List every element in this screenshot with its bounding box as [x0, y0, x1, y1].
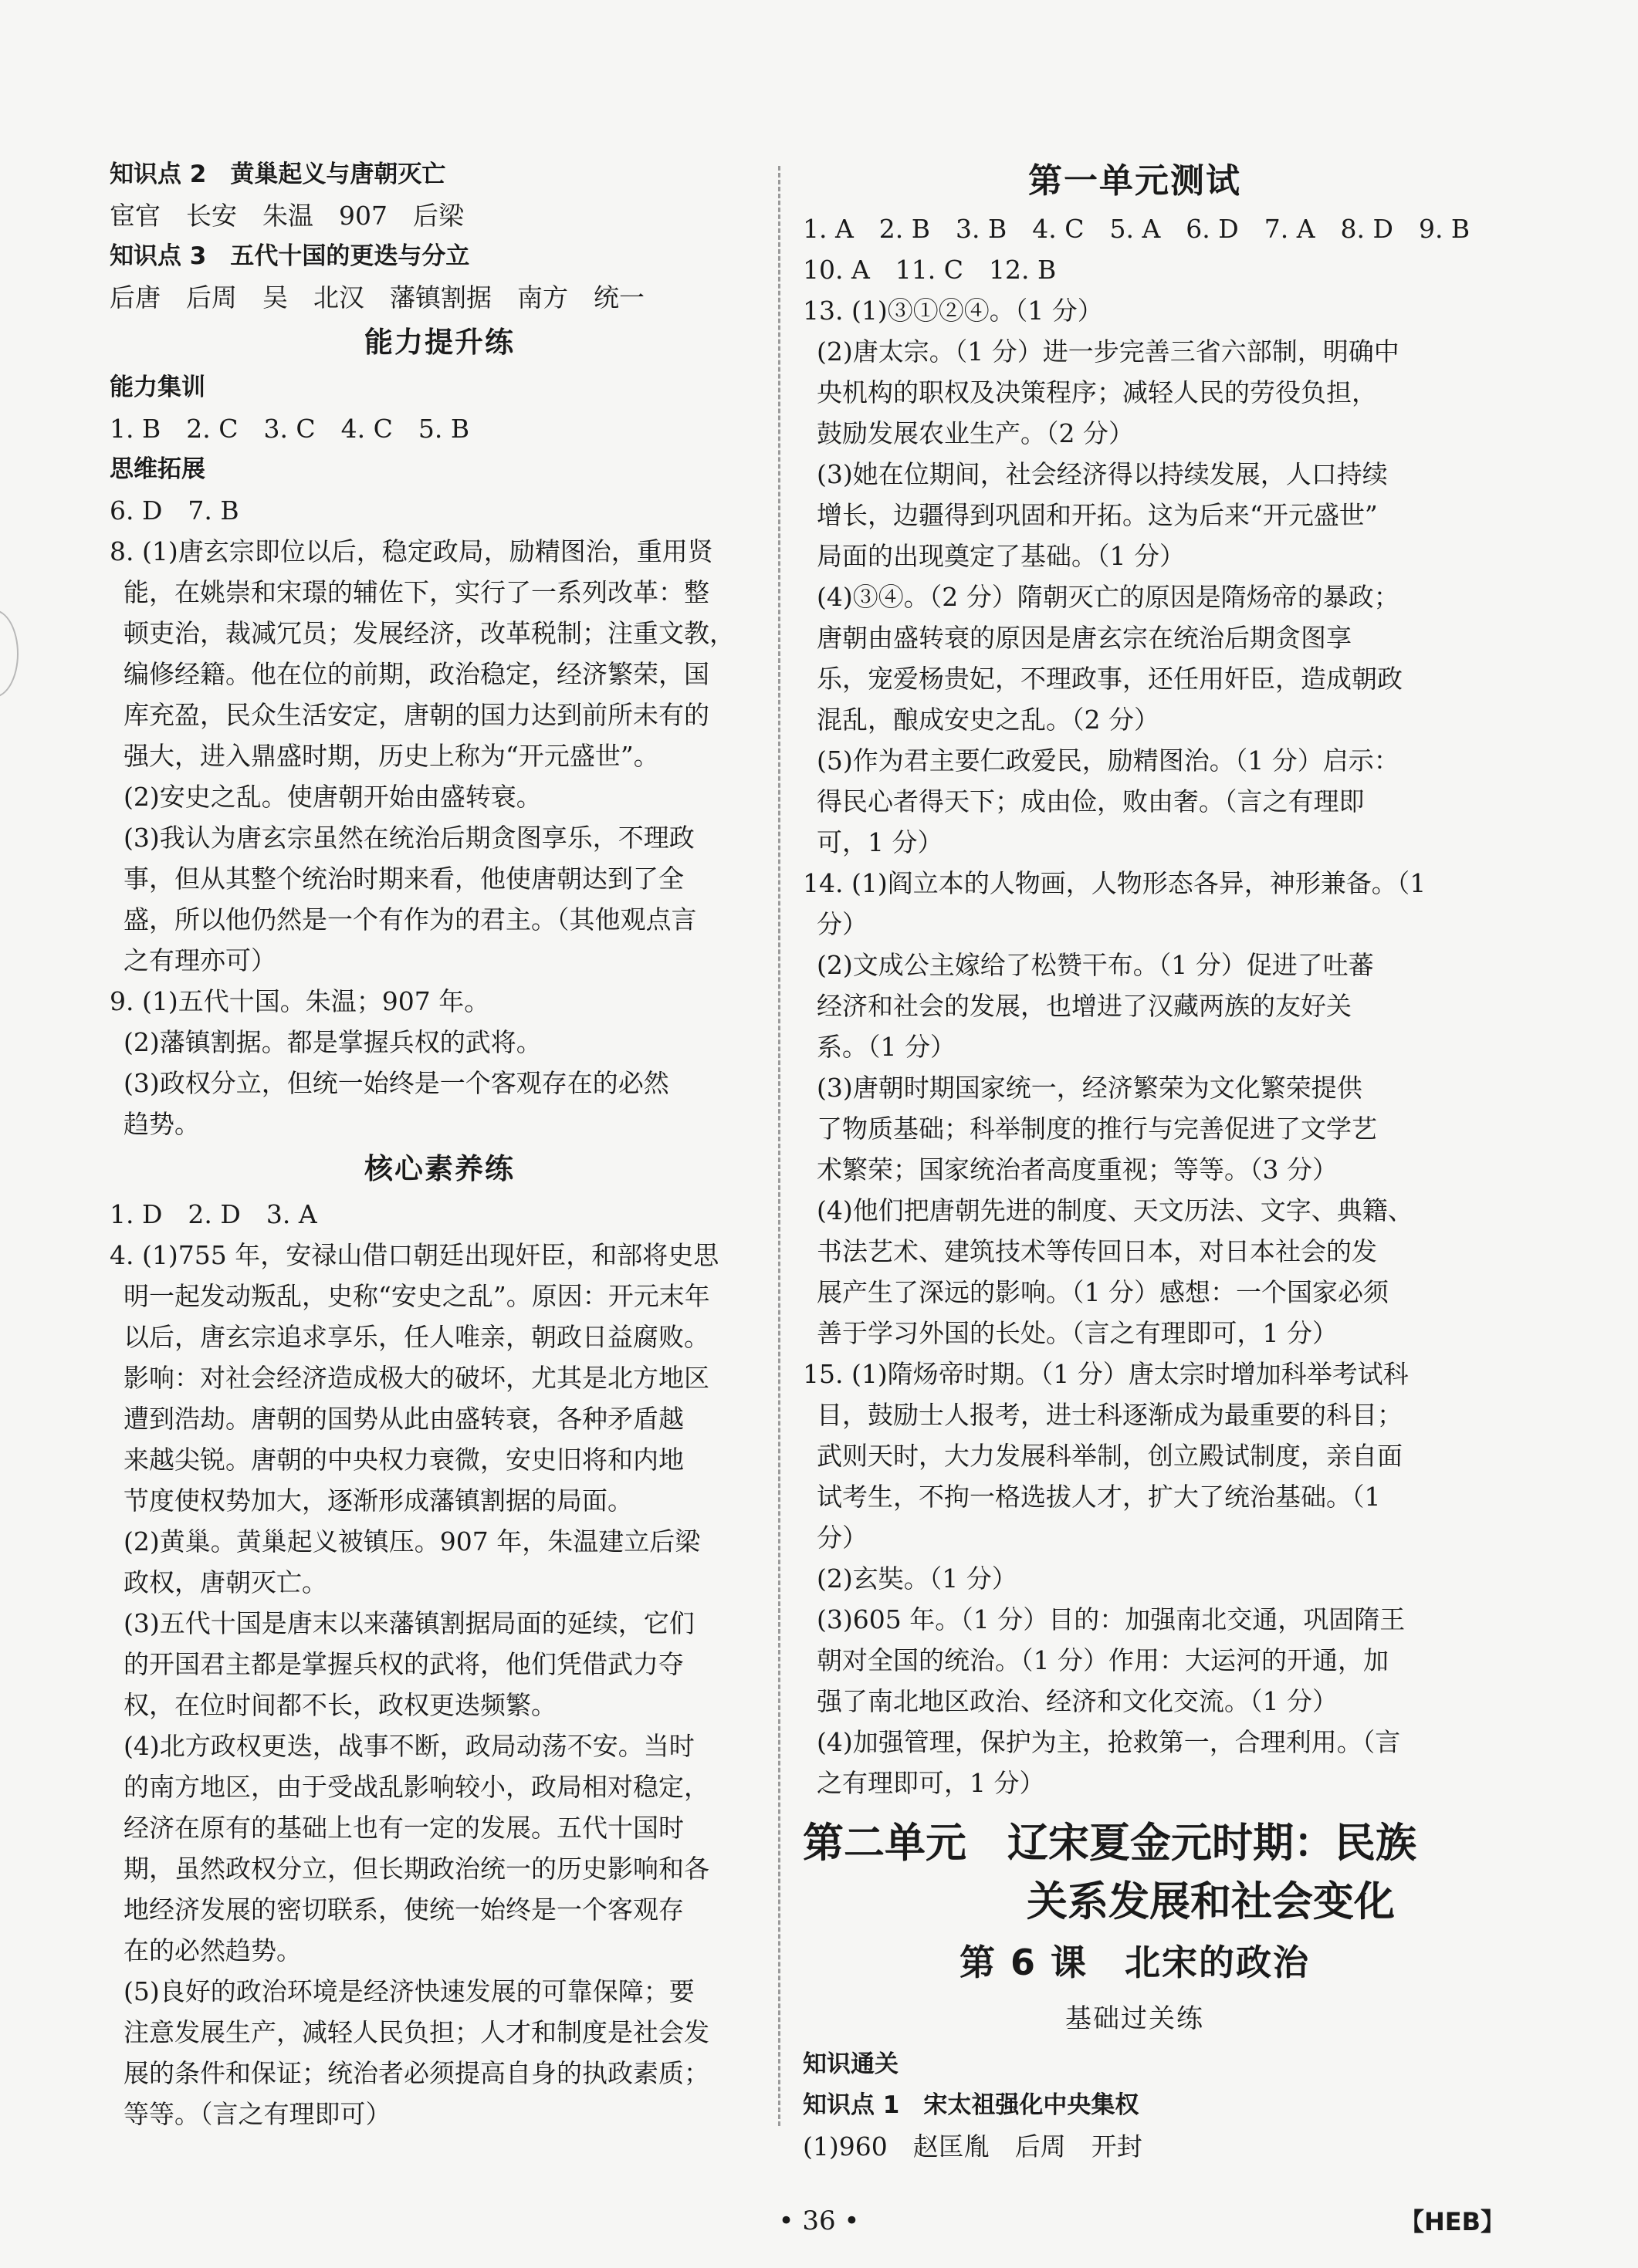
lesson-title: 第 6 课 北宋的政治 — [959, 1942, 1311, 1983]
text-line: 遭到浩劫。唐朝的国势从此由盛转衰，各种矛盾越 — [124, 1404, 684, 1434]
text-line: 趋势。 — [124, 1109, 200, 1139]
text-line: 之有理亦可） — [124, 945, 276, 975]
subsection-title: 能力集训 — [110, 373, 205, 401]
text-line: (3)唐朝时期国家统一，经济繁荣为文化繁荣提供 — [817, 1073, 1362, 1103]
text-line: 的南方地区，由于受战乱影响较小，政局相对稳定， — [124, 1772, 709, 1802]
knowledge-point-title: 知识点 2 黄巢起义与唐朝灭亡 — [110, 161, 446, 188]
text-line: (2)黄巢。黄巢起义被镇压。907 年，朱温建立后梁 — [124, 1526, 701, 1557]
text-line: 武则天时，大力发展科举制，创立殿试制度，亲自面 — [817, 1441, 1403, 1471]
text-line: 1. B 2. C 3. C 4. C 5. B — [110, 414, 470, 444]
text-line: (3)我认为唐玄宗虽然在统治后期贪图享乐，不理政 — [124, 823, 695, 853]
text-line: 强大，进入鼎盛时期，历史上称为“开元盛世”。 — [124, 741, 659, 771]
section-heading: 核心素养练 — [364, 1152, 515, 1185]
text-line: 事，但从其整个统治时期来看，他使唐朝达到了全 — [124, 864, 684, 894]
text-line: (2)唐太宗。（1 分）进一步完善三省六部制，明确中 — [817, 336, 1399, 367]
unit-title-line2: 关系发展和社会变化 — [1027, 1878, 1395, 1925]
text-line: 试考生，不拘一格选拔人才，扩大了统治基础。（1 — [817, 1482, 1381, 1512]
text-line: (2)安史之乱。使唐朝开始由盛转衰。 — [124, 782, 542, 812]
text-line: 得民心者得天下；成由俭，败由奢。（言之有理即 — [817, 786, 1365, 816]
text-line: 在的必然趋势。 — [124, 1935, 302, 1965]
text-line: 顿吏治，裁减冗员；发展经济，改革税制；注重文教， — [124, 618, 735, 648]
page-number: • 36 • — [778, 2205, 860, 2236]
text-line: 15. (1)隋炀帝时期。（1 分）唐太宗时增加科举考试科 — [803, 1359, 1409, 1389]
text-line: 的开国君主都是掌握兵权的武将，他们凭借武力夺 — [124, 1649, 684, 1679]
text-line: 10. A 11. C 12. B — [803, 255, 1057, 285]
margin-mark — [0, 610, 19, 698]
text-line: 能，在姚崇和宋璟的辅佐下，实行了一系列改革：整 — [124, 577, 709, 607]
text-line: 编修经籍。他在位的前期，政治稳定，经济繁荣，国 — [124, 659, 709, 689]
text-line: 6. D 7. B — [110, 495, 239, 526]
text-line: (5)良好的政治环境是经济快速发展的可靠保障；要 — [124, 1976, 695, 2006]
text-line: (3)政权分立，但统一始终是一个客观存在的必然 — [124, 1068, 669, 1098]
text-line: 系。（1 分） — [817, 1032, 956, 1062]
unit-title-line1: 第二单元 辽宋夏金元时期：民族 — [803, 1820, 1416, 1867]
text-line: 善于学习外国的长处。（言之有理即可，1 分） — [817, 1318, 1338, 1348]
text-line: 后唐 后周 吴 北汉 藩镇割据 南方 统一 — [110, 282, 645, 313]
text-line: (2)文成公主嫁给了松赞干布。（1 分）促进了吐蕃 — [817, 950, 1374, 980]
text-line: (4)北方政权更迭，战事不断，政局动荡不安。当时 — [124, 1731, 695, 1761]
text-line: 盛，所以他仍然是一个有作为的君主。（其他观点言 — [124, 904, 697, 935]
text-line: (4)③④。（2 分）隋朝灭亡的原因是隋炀帝的暴政； — [817, 582, 1399, 612]
text-line: (1)960 赵匡胤 后周 开封 — [803, 2131, 1142, 2162]
text-line: 局面的出现奠定了基础。（1 分） — [817, 541, 1185, 571]
text-line: 增长，边疆得到巩固和开拓。这为后来“开元盛世” — [817, 500, 1378, 530]
right-column — [803, 154, 1470, 2167]
text-line: 影响：对社会经济造成极大的破坏，尤其是北方地区 — [124, 1363, 709, 1393]
text-line: 经济和社会的发展，也增进了汉藏两族的友好关 — [817, 991, 1352, 1021]
knowledge-point-title: 知识点 3 五代十国的更迭与分立 — [110, 242, 470, 270]
text-line: 唐朝由盛转衰的原因是唐玄宗在统治后期贪图享 — [817, 623, 1352, 653]
text-line: 4. (1)755 年，安禄山借口朝廷出现奸臣，和部将史思 — [110, 1240, 719, 1270]
section-heading: 能力提升练 — [364, 326, 515, 359]
text-line: 了物质基础；科举制度的推行与完善促进了文学艺 — [817, 1114, 1377, 1144]
text-line: 朝对全国的统治。（1 分）作用：大运河的开通，加 — [817, 1645, 1389, 1675]
text-line: 权，在位时间都不长，政权更迭频繁。 — [124, 1690, 557, 1720]
text-line: 注意发展生产，减轻人民负担；人才和制度是社会发 — [124, 2017, 709, 2047]
text-line: 14. (1)阎立本的人物画，人物形态各异，神形兼备。（1 — [803, 868, 1426, 898]
text-line: 目，鼓励士人报考，进士科逐渐成为最重要的科目； — [817, 1400, 1403, 1430]
lesson-section — [803, 1932, 1467, 2167]
text-line: 8. (1)唐玄宗即位以后，稳定政局，励精图治，重用贤 — [110, 536, 713, 566]
text-line: 经济在原有的基础上也有一定的发展。五代十国时 — [124, 1813, 684, 1843]
text-line: 来越尖锐。唐朝的中央权力衰微，安史旧将和内地 — [124, 1445, 684, 1475]
text-line: 宦官 长安 朱温 907 后梁 — [110, 201, 464, 231]
text-line: 分） — [817, 1523, 868, 1553]
text-line: 政权，唐朝灭亡。 — [124, 1567, 327, 1597]
text-line: (4)他们把唐朝先进的制度、天文历法、文字、典籍、 — [817, 1195, 1413, 1225]
text-line: 1. D 2. D 3. A — [110, 1199, 317, 1229]
text-line: 展的条件和保证；统治者必须提高自身的执政素质； — [124, 2058, 709, 2088]
subsection-title: 思维拓展 — [110, 455, 205, 483]
text-line: (3)五代十国是唐末以来藩镇割据局面的延续，它们 — [124, 1608, 695, 1638]
text-line: 明一起发动叛乱，史称“安史之乱”。原因：开元末年 — [124, 1281, 710, 1311]
text-line: 分） — [817, 909, 868, 939]
text-line: 可，1 分） — [817, 827, 943, 857]
unit-test-heading: 第一单元测试 — [1028, 161, 1241, 201]
practice-heading: 基础过关练 — [1065, 2003, 1204, 2034]
publisher-tag: 【HEB】 — [1399, 2207, 1506, 2236]
left-column — [110, 154, 770, 2134]
unit-title — [803, 1814, 1467, 1932]
text-line: 书法艺术、建筑技术等传回日本，对日本社会的发 — [817, 1236, 1377, 1266]
column-divider — [778, 166, 780, 2126]
text-line: (3)605 年。（1 分）目的：加强南北交通，巩固隋王 — [817, 1604, 1406, 1634]
text-line: (3)她在位期间，社会经济得以持续发展，人口持续 — [817, 459, 1388, 489]
knowledge-point-title: 知识点 1 宋太祖强化中央集权 — [803, 2091, 1139, 2119]
right-column-answers — [803, 154, 1470, 1803]
text-line: 等等。（言之有理即可） — [124, 2099, 391, 2129]
text-line: 库充盈，民众生活安定，唐朝的国力达到前所未有的 — [124, 700, 709, 730]
text-line: (5)作为君主要仁政爱民，励精图治。（1 分）启示： — [817, 745, 1399, 776]
text-line: 之有理即可，1 分） — [817, 1768, 1045, 1798]
text-line: 乐，宠爱杨贵妃，不理政事，还任用奸臣，造成朝政 — [817, 664, 1403, 694]
text-line: 强了南北地区政治、经济和文化交流。（1 分） — [817, 1686, 1338, 1716]
text-line: 央机构的职权及决策程序；减轻人民的劳役负担， — [817, 377, 1377, 407]
text-line: 地经济发展的密切联系，使统一始终是一个客观存 — [124, 1895, 684, 1925]
text-line: 术繁荣；国家统治者高度重视；等等。（3 分） — [817, 1154, 1338, 1185]
text-line: 鼓励发展农业生产。（2 分） — [817, 418, 1134, 448]
text-line: 节度使权势加大，逐渐形成藩镇割据的局面。 — [124, 1486, 633, 1516]
text-line: 9. (1)五代十国。朱温；907 年。 — [110, 986, 490, 1016]
text-line: 展产生了深远的影响。（1 分）感想：一个国家必须 — [817, 1277, 1389, 1307]
text-line: 以后，唐玄宗追求享乐，任人唯亲，朝政日益腐败。 — [124, 1322, 709, 1352]
text-line: 13. (1)③①②④。（1 分） — [803, 296, 1103, 326]
text-line: (4)加强管理，保护为主，抢救第一，合理利用。（言 — [817, 1727, 1401, 1757]
text-line: 1. A 2. B 3. B 4. C 5. A 6. D 7. A 8. D 9. B — [803, 214, 1470, 244]
text-line: 期，虽然政权分立，但长期政治统一的历史影响和各 — [124, 1854, 709, 1884]
subsection-title: 知识通关 — [803, 2050, 899, 2078]
text-line: 混乱，酿成安史之乱。（2 分） — [817, 705, 1159, 735]
text-line: (2)藩镇割据。都是掌握兵权的武将。 — [124, 1027, 542, 1057]
text-line: (2)玄奘。（1 分） — [817, 1563, 1017, 1594]
